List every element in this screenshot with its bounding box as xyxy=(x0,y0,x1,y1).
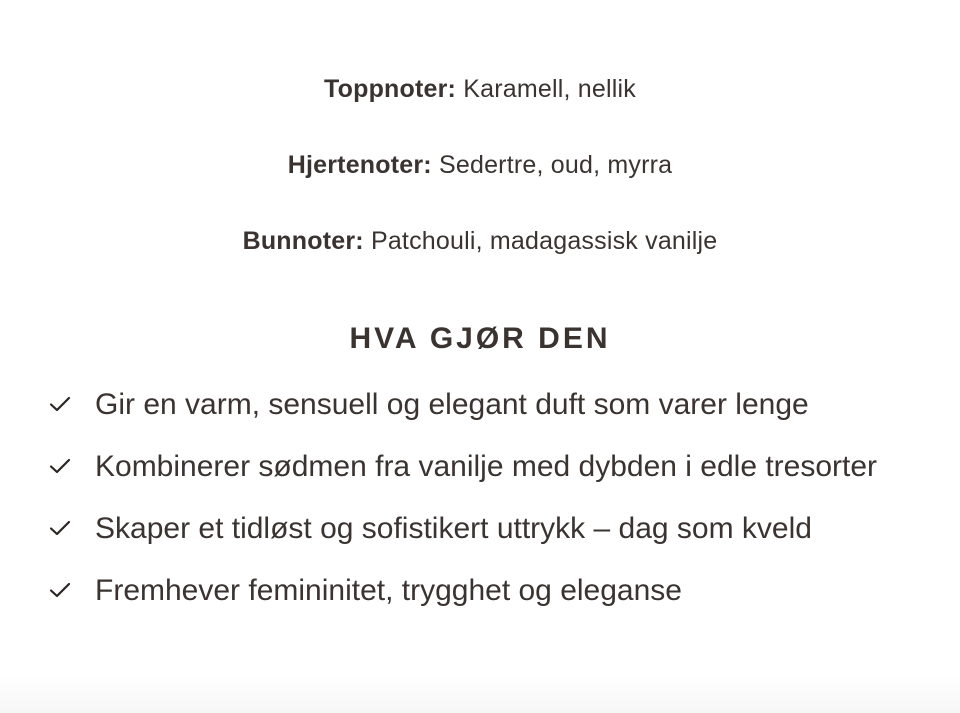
top-notes-value: Karamell, nellik xyxy=(463,75,636,103)
top-notes-label: Toppnoter: xyxy=(324,75,457,103)
bottom-fade xyxy=(0,677,960,713)
base-notes-value: Patchouli, madagassisk vanilje xyxy=(370,227,718,255)
check-icon xyxy=(48,578,72,602)
list-item xyxy=(0,566,960,616)
list-item xyxy=(0,504,960,554)
benefit-text: Kombinerer sødmen fra vanilje med dybden i edle tresorter xyxy=(95,450,878,483)
heart-notes-value: Sedertre, oud, myrra xyxy=(438,151,673,179)
list-item xyxy=(0,380,960,430)
benefit-text: Fremhever femininitet, trygghet og eleganse xyxy=(95,574,682,607)
check-icon xyxy=(48,516,72,540)
heart-notes-label: Hjertenoter: xyxy=(287,151,432,179)
benefit-text: Gir en varm, sensuell og elegant duft som varer lenge xyxy=(95,388,809,421)
list-item xyxy=(0,442,960,492)
check-icon xyxy=(48,454,72,478)
benefit-text: Skaper et tidløst og sofistikert uttrykk – dag som kveld xyxy=(95,512,812,545)
top-notes xyxy=(0,75,960,104)
check-icon xyxy=(48,392,72,416)
heart-notes xyxy=(0,151,960,180)
section-title: HVA GJØR DEN xyxy=(349,322,611,355)
base-notes xyxy=(0,227,960,256)
benefits-list xyxy=(0,380,960,628)
base-notes-label: Bunnoter: xyxy=(242,227,364,255)
